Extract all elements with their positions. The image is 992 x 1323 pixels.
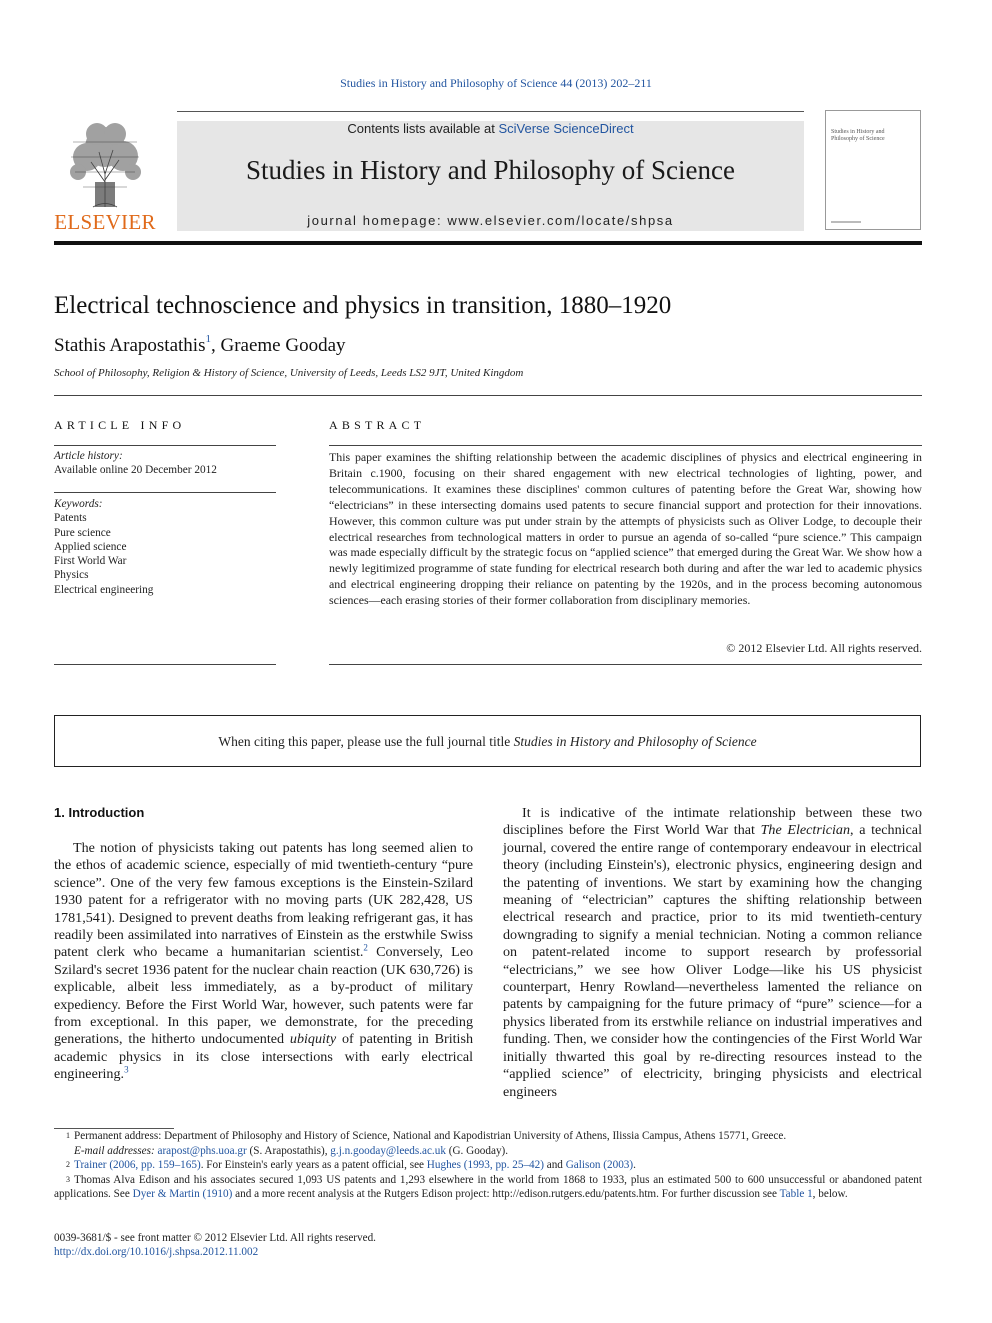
article-title: Electrical technoscience and physics in transition, 1880–1920 [54, 292, 672, 319]
footnote-ref[interactable]: 3 [124, 1064, 129, 1075]
issn-line: 0039-3681/$ - see front matter © 2012 Elsevier Ltd. All rights reserved. [54, 1232, 376, 1244]
journal-citation[interactable]: Studies in History and Philosophy of Science 44 (2013) 202–211 [340, 76, 652, 90]
footnotes [54, 1129, 922, 1202]
journal-homepage: journal homepage: www.elsevier.com/locate/shpsa [307, 213, 674, 228]
section-heading: 1. Introduction [54, 805, 145, 820]
divider [329, 664, 922, 665]
keyword-item: First World War [54, 555, 127, 568]
email-addresses: E-mail addresses: arapost@phs.uoa.gr (S. Arapostathis), g.j.n.gooday@leeds.ac.uk (G. Gooday). [74, 1144, 509, 1157]
divider [54, 664, 276, 665]
citation-notice-box [54, 715, 921, 767]
divider [54, 492, 276, 493]
footnote-2: 2 Trainer (2006, pp. 159–165). For Einstein's early years as a patent official, see Hughes (1993, pp. 25–42) and Galison (2003). [66, 1159, 636, 1172]
contents-line: Contents lists available at SciVerse ScienceDirect [347, 121, 634, 136]
journal-name: Studies in History and Philosophy of Science [513, 734, 757, 749]
front-matter [54, 1231, 376, 1260]
journal-title: Studies in History and Philosophy of Science [246, 155, 735, 185]
affiliation: School of Philosophy, Religion & History of Science, University of Leeds, Leeds LS2 9JT, United Kingdom [54, 367, 524, 379]
reference-link[interactable]: Hughes (1993, pp. 25–42) [426, 1159, 544, 1172]
body-column-left [54, 840, 473, 1084]
email-link[interactable]: g.j.n.gooday@leeds.ac.uk [330, 1144, 446, 1157]
article-history [54, 449, 276, 478]
cover-title: Studies in History and Philosophy of Science [831, 129, 885, 142]
footnote-marker[interactable]: 1 [205, 333, 211, 345]
history-label: Article history: [54, 450, 123, 462]
journal-masthead [177, 121, 804, 231]
keyword-item: Applied science [54, 540, 127, 553]
footnote-ref[interactable]: 2 [363, 942, 368, 953]
keywords-block [54, 497, 276, 597]
paragraph: It is indicative of the intimate relationship between these two disciplines before the First World War that The Electrician, a technical journal, covered the entire range of contemporary endeavour in electrical theory (including Einstein's), electronic physics, engineering design and the patenting of inventions. We start by examining how the changing meaning of “electrician” captures the shifting relationship between electrical research and practice, prior to its mid twentieth-century downgrading to signify a menial technician. Noting a common reliance on patent-related income to support research by professorial “electricians,” we see how Oliver Lodge—like his US physicist counterpart, Henry Rowland—nevertheless lamented the reliance on patents by campaigning for the future primacy of “pure” science—for a physics liberated from its erstwhile reliance on industrial imperatives and funding. Then, we consider how the contingencies of the First World War initially thwarted this goal by re-directing resources instead to the “applied science” of electricity, bringing physicists and electrical engineers [503, 805, 922, 1100]
article-info-heading: ARTICLE INFO [54, 418, 186, 432]
history-value: Available online 20 December 2012 [54, 464, 217, 477]
body-column-right [503, 805, 922, 1101]
homepage-link[interactable]: www.elsevier.com/locate/shpsa [447, 213, 674, 228]
reference-link[interactable]: Galison (2003) [565, 1159, 634, 1172]
email-link[interactable]: arapost@phs.uoa.gr [157, 1144, 247, 1157]
keyword-item: Patents [54, 512, 87, 525]
elsevier-wordmark: ELSEVIER [54, 210, 156, 234]
abstract-heading: ABSTRACT [329, 418, 426, 432]
author-name[interactable]: , Graeme Gooday [210, 335, 346, 356]
divider [54, 445, 276, 446]
sciencedirect-link[interactable]: SciVerse ScienceDirect [498, 121, 634, 136]
doi-link[interactable]: http://dx.doi.org/10.1016/j.shpsa.2012.11.002 [54, 1246, 259, 1259]
citation-notice-text: When citing this paper, please use the full journal title Studies in History and Philosophy of Science [218, 734, 757, 749]
abstract-text: This paper examines the shifting relationship between the academic disciplines of physics and electrical engineering in Britain c.1900, focusing on their shared engagement with new electrical technologies of lighting, power, and telecommunications. It examines these disciplines' common cultures of patenting before the Great War, showing how “electricians” in these intersecting domains used patents to secure financial support and protection for their innovations. However, this common culture was put under strain by the attempts of physicists such as Oliver Lodge, to decouple their electrical researches from technological matters in order to pursue an agenda of so-called “pure science.” This campaign was made especially difficult by the strategic focus on “applied science” that emerged during the Great War. We show how a newly legitimized programme of state funding for electrical research both during and after the war led to academic physics and electrical engineering dropping their reliance on patenting by the 1920s, and in the process becoming autonomous sciences—each erasing stories of their former collaboration from disciplinary memories. [329, 450, 922, 608]
paragraph: The notion of physicists taking out patents has long seemed alien to the ethos of academic science, especially of mid twentieth-century “pure science”. One of the very few famous exceptions is the Einstein-Szilard 1930 patent for a refrigerator with no moving parts (UK 282,428, US 1781,541). Designed to prevent deaths from leaking refrigerant gas, it has readily been assimilated into narratives of Einstein as the erstwhile Swiss patent clerk who became a humanitarian scientist.$^2$ Conversely, Leo Szilard's secret 1936 patent for the nuclear chain reaction (UK 630,726) is explicable, albeit less immediately, as a by-product of military expediency. Before the First World War, however, such patents were far from exceptional. In this paper, we demonstrate, for the preceding generations, the hitherto undocumented ubiquity of patenting in British academic physics in its close intersections with early electrical engineering.$^3$ [54, 840, 474, 1083]
footnote-1: 1 Permanent address: Department of Philosophy and History of Science, National and Kapodistrian University of Athens, Ilissia Campus, Athens 15771, Greece. [66, 1130, 787, 1142]
keywords-label: Keywords: [54, 498, 103, 510]
cover-logo-bar [831, 221, 861, 223]
url-link[interactable]: http://edison.rutgers.edu/patents.htm [492, 1188, 657, 1201]
keyword-item: Electrical engineering [54, 583, 154, 596]
header-divider [177, 111, 804, 112]
author-list [54, 335, 346, 357]
copyright-notice: © 2012 Elsevier Ltd. All rights reserved. [726, 641, 922, 655]
title-divider [54, 395, 922, 396]
keyword-item: Pure science [54, 526, 111, 539]
keyword-item: Physics [54, 569, 89, 582]
author-name[interactable]: Stathis Arapostathis [54, 335, 206, 356]
header-thick-rule [54, 241, 922, 245]
footnote-3: 3 Thomas Alva Edison and his associates secured 1,093 US patents and 1,293 elsewhere in the world from 1868 to 1933, plus an estimated 500 to 600 unsuccessful or abandoned patent applications. See Dyer & Martin (1910) and a more recent analysis at the Rutgers Edison project: http://edison.rutgers.edu/patents.htm. For further discussion see Table 1, below. [54, 1173, 922, 1201]
reference-link[interactable]: Dyer & Martin (1910) [132, 1188, 233, 1201]
reference-link[interactable]: Trainer (2006, pp. 159–165) [74, 1159, 201, 1172]
divider [329, 445, 922, 446]
table-link[interactable]: Table 1 [779, 1188, 813, 1201]
journal-cover-thumbnail[interactable] [825, 110, 921, 230]
